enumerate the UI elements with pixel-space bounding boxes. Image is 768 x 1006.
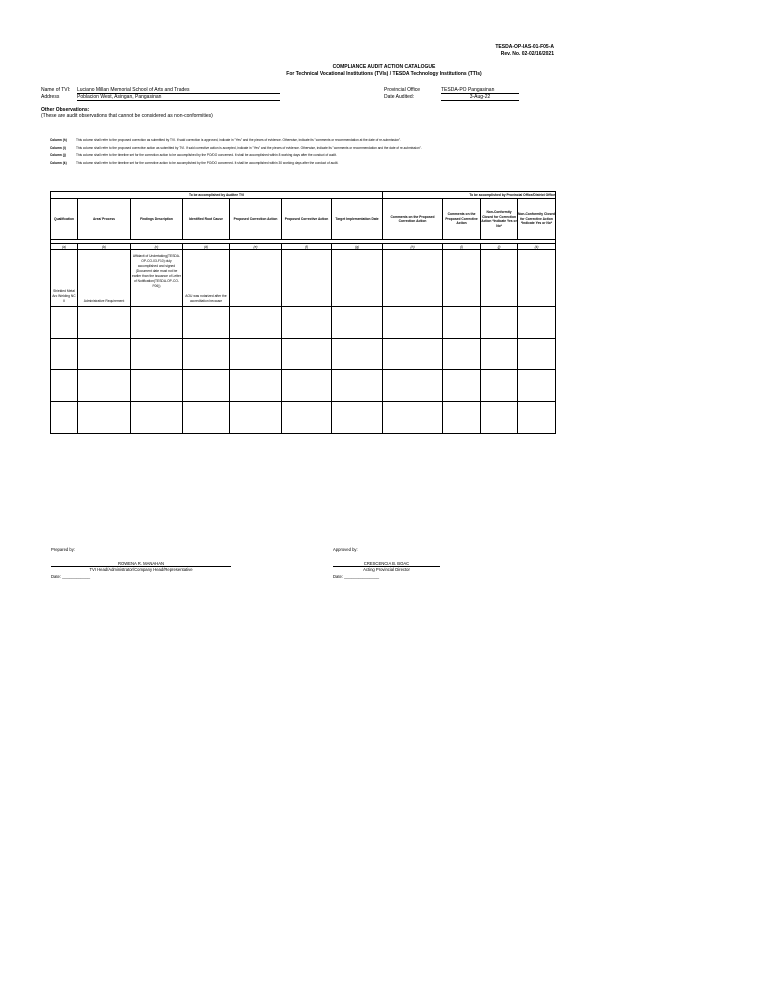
cell-empty bbox=[518, 370, 556, 402]
note-column-j bbox=[50, 152, 570, 160]
cell-empty bbox=[230, 402, 282, 434]
cell-empty bbox=[282, 370, 332, 402]
note-text: This column shall refer to the proposed corrective action as submitted by TVI. If said corrective action is accepted, indicate in "Yes" and the pieces of evidence. Otherwise, indicate its "comments or recommendation and the date of re-submission". bbox=[76, 145, 422, 150]
cell-empty bbox=[518, 307, 556, 339]
header-target-date: Target Implementation Date bbox=[332, 199, 383, 240]
address-value: Poblacion West, Asingan, Pangasinan bbox=[77, 94, 280, 101]
column-letter: (b) bbox=[78, 244, 131, 250]
audit-action-table bbox=[50, 191, 556, 434]
note-label: Column (k) bbox=[50, 160, 67, 165]
header-comments-correction: Comments on the Proposed Correction Action bbox=[383, 199, 443, 240]
column-letter: (a) bbox=[51, 244, 78, 250]
note-label: Column (j) bbox=[50, 153, 66, 157]
cell-empty bbox=[282, 402, 332, 434]
cell-empty bbox=[282, 339, 332, 370]
column-letter: (f) bbox=[282, 244, 332, 250]
table-row bbox=[51, 370, 556, 402]
header-qualification: Qualification bbox=[51, 199, 78, 240]
band-provincial-office: To be accomplished by Provincial Office/District Office bbox=[383, 192, 556, 199]
note-column-h bbox=[50, 137, 570, 145]
cell-empty bbox=[183, 339, 230, 370]
column-letter: (i) bbox=[443, 244, 481, 250]
note-text: This column shall refer to the timeline set for the corrective action to be accomplished by the PO/DO concerned. It shall be accomplished within 30 working days after the conduct of audit. bbox=[76, 160, 339, 165]
cell-empty bbox=[518, 339, 556, 370]
cell-empty bbox=[383, 402, 443, 434]
note-label: Column (h) bbox=[50, 138, 67, 142]
cell-empty bbox=[51, 402, 78, 434]
revision-number: Rev. No. 02-02/16/2021 bbox=[500, 51, 554, 57]
cell-root-cause: AOU was notarized after the accreditation because bbox=[183, 250, 230, 307]
cell-empty bbox=[78, 370, 131, 402]
column-letter: (h) bbox=[383, 244, 443, 250]
cell-empty bbox=[131, 402, 183, 434]
column-notes bbox=[50, 137, 570, 167]
cell-empty bbox=[131, 339, 183, 370]
cell-empty bbox=[183, 307, 230, 339]
prepared-by-title: TVI Head/Administrator/Company Head/Representative bbox=[89, 567, 193, 572]
column-letter: (g) bbox=[332, 244, 383, 250]
prepared-by-label: Prepared by: bbox=[51, 547, 75, 552]
cell-empty bbox=[481, 370, 518, 402]
band-auditee-tvi: To be accomplished by Auditee TVI bbox=[51, 192, 383, 199]
cell-empty bbox=[383, 250, 443, 307]
cell-empty bbox=[230, 307, 282, 339]
note-column-i bbox=[50, 145, 570, 153]
observations-note: (These are audit observations that cannot be considered as non-conformities) bbox=[41, 113, 213, 119]
cell-empty bbox=[183, 370, 230, 402]
cell-empty bbox=[51, 370, 78, 402]
cell-area: Administrative Requirement bbox=[78, 250, 131, 307]
provincial-office-label: Provincial Office bbox=[384, 87, 421, 93]
note-column-k bbox=[50, 160, 570, 168]
cell-empty bbox=[443, 370, 481, 402]
table-row bbox=[51, 250, 556, 307]
document-subtitle: For Technical Vocational Institutions (TVIs) / TESDA Technology Institutions (TTIs) bbox=[286, 71, 482, 77]
cell-empty bbox=[230, 370, 282, 402]
header-proposed-correction: Proposed Correction Action bbox=[230, 199, 282, 240]
cell-empty bbox=[230, 250, 282, 307]
table-row bbox=[51, 402, 556, 434]
header-comments-corrective: Comments on the Proposed Corrective Action bbox=[443, 199, 481, 240]
cell-empty bbox=[481, 250, 518, 307]
cell-empty bbox=[332, 402, 383, 434]
cell-empty bbox=[230, 339, 282, 370]
cell-empty bbox=[383, 339, 443, 370]
cell-empty bbox=[282, 250, 332, 307]
cell-empty bbox=[481, 307, 518, 339]
date-audited-label: Date Audited: bbox=[384, 94, 415, 100]
cell-empty bbox=[481, 339, 518, 370]
cell-empty bbox=[332, 307, 383, 339]
cell-empty bbox=[78, 402, 131, 434]
cell-empty bbox=[78, 307, 131, 339]
column-letter: (e) bbox=[230, 244, 282, 250]
header-area-process: Area/ Process bbox=[78, 199, 131, 240]
approved-by-name: CRESCENCIA B. BOAC bbox=[333, 561, 440, 567]
cell-empty bbox=[131, 370, 183, 402]
provincial-office-value: TESDA-PO Pangasinan bbox=[441, 87, 519, 94]
cell-empty bbox=[282, 307, 332, 339]
cell-empty bbox=[131, 307, 183, 339]
cell-empty bbox=[383, 307, 443, 339]
tvi-name-value: Luciano Millan Memorial School of Arts and Trades bbox=[77, 87, 280, 94]
tvi-name-label: Name of TVI: bbox=[41, 87, 71, 93]
cell-findings: Affidavit of Undertaking(TESDA-OP-CO-03-F10) duly accomplished and signed (Document date must not be earlier than the issuance of Letter of Notification(TESDA-OP-CO-F06)) bbox=[131, 250, 183, 307]
approved-by-title: Acting Provincial Director bbox=[363, 567, 410, 572]
prepared-date: Date: ____________ bbox=[51, 574, 91, 579]
cell-empty bbox=[443, 339, 481, 370]
note-label: Column (i) bbox=[50, 145, 66, 150]
note-text: This column shall refer to the timeline set for the correction action to be accomplished by the PO/DO concerned. It shall be accomplished within 8 working days after the conduct of audit. bbox=[76, 153, 337, 157]
document-code bbox=[495, 44, 554, 58]
prepared-by-name: ROWENA R. MANAHAN bbox=[51, 561, 231, 567]
cell-empty bbox=[51, 307, 78, 339]
cell-empty bbox=[481, 402, 518, 434]
cell-empty bbox=[183, 402, 230, 434]
cell-empty bbox=[383, 370, 443, 402]
column-letter: (c) bbox=[131, 244, 183, 250]
cell-empty bbox=[332, 339, 383, 370]
approved-by-label: Approved by: bbox=[333, 547, 358, 552]
table-row bbox=[51, 339, 556, 370]
approved-date: Date: _______________ bbox=[333, 574, 380, 579]
observations-heading: Other Observations: bbox=[41, 107, 90, 113]
header-nc-closed-corrective: Non-Conformity Closed for Corrective Action *Indicate Yes or No* bbox=[518, 199, 556, 240]
column-letter: (d) bbox=[183, 244, 230, 250]
column-letter: (j) bbox=[481, 244, 518, 250]
cell-empty bbox=[332, 370, 383, 402]
cell-empty bbox=[443, 250, 481, 307]
note-text: This column shall refer to the proposed correction as submitted by TVI. If said correction is approved, indicate in "Yes" and the pieces of evidence. Otherwise, indicate its "comments or recommendation at the date of re-submission". bbox=[76, 138, 402, 142]
header-nc-closed-correction: Non-Conformity Closed for Correction Action *Indicate Yes or No* bbox=[481, 199, 518, 240]
cell-empty bbox=[51, 339, 78, 370]
cell-empty bbox=[78, 339, 131, 370]
header-root-cause: Identified Root Cause bbox=[183, 199, 230, 240]
cell-empty bbox=[332, 250, 383, 307]
date-audited-value: 3-Aug-22 bbox=[441, 94, 519, 101]
table-row bbox=[51, 307, 556, 339]
header-proposed-corrective: Proposed Corrective Action bbox=[282, 199, 332, 240]
column-letter: (k) bbox=[518, 244, 556, 250]
document-title: COMPLIANCE AUDIT ACTION CATALOGUE bbox=[332, 64, 436, 70]
cell-empty bbox=[518, 250, 556, 307]
header-findings-description: Findings Description bbox=[131, 199, 183, 240]
cell-empty bbox=[443, 402, 481, 434]
cell-qualification: Shielded Metal Arc Welding NC II bbox=[51, 250, 78, 307]
cell-empty bbox=[518, 402, 556, 434]
address-label: Address bbox=[41, 94, 60, 100]
cell-empty bbox=[443, 307, 481, 339]
form-number: TESDA-OP-IAS-01-F05-A bbox=[495, 44, 554, 50]
